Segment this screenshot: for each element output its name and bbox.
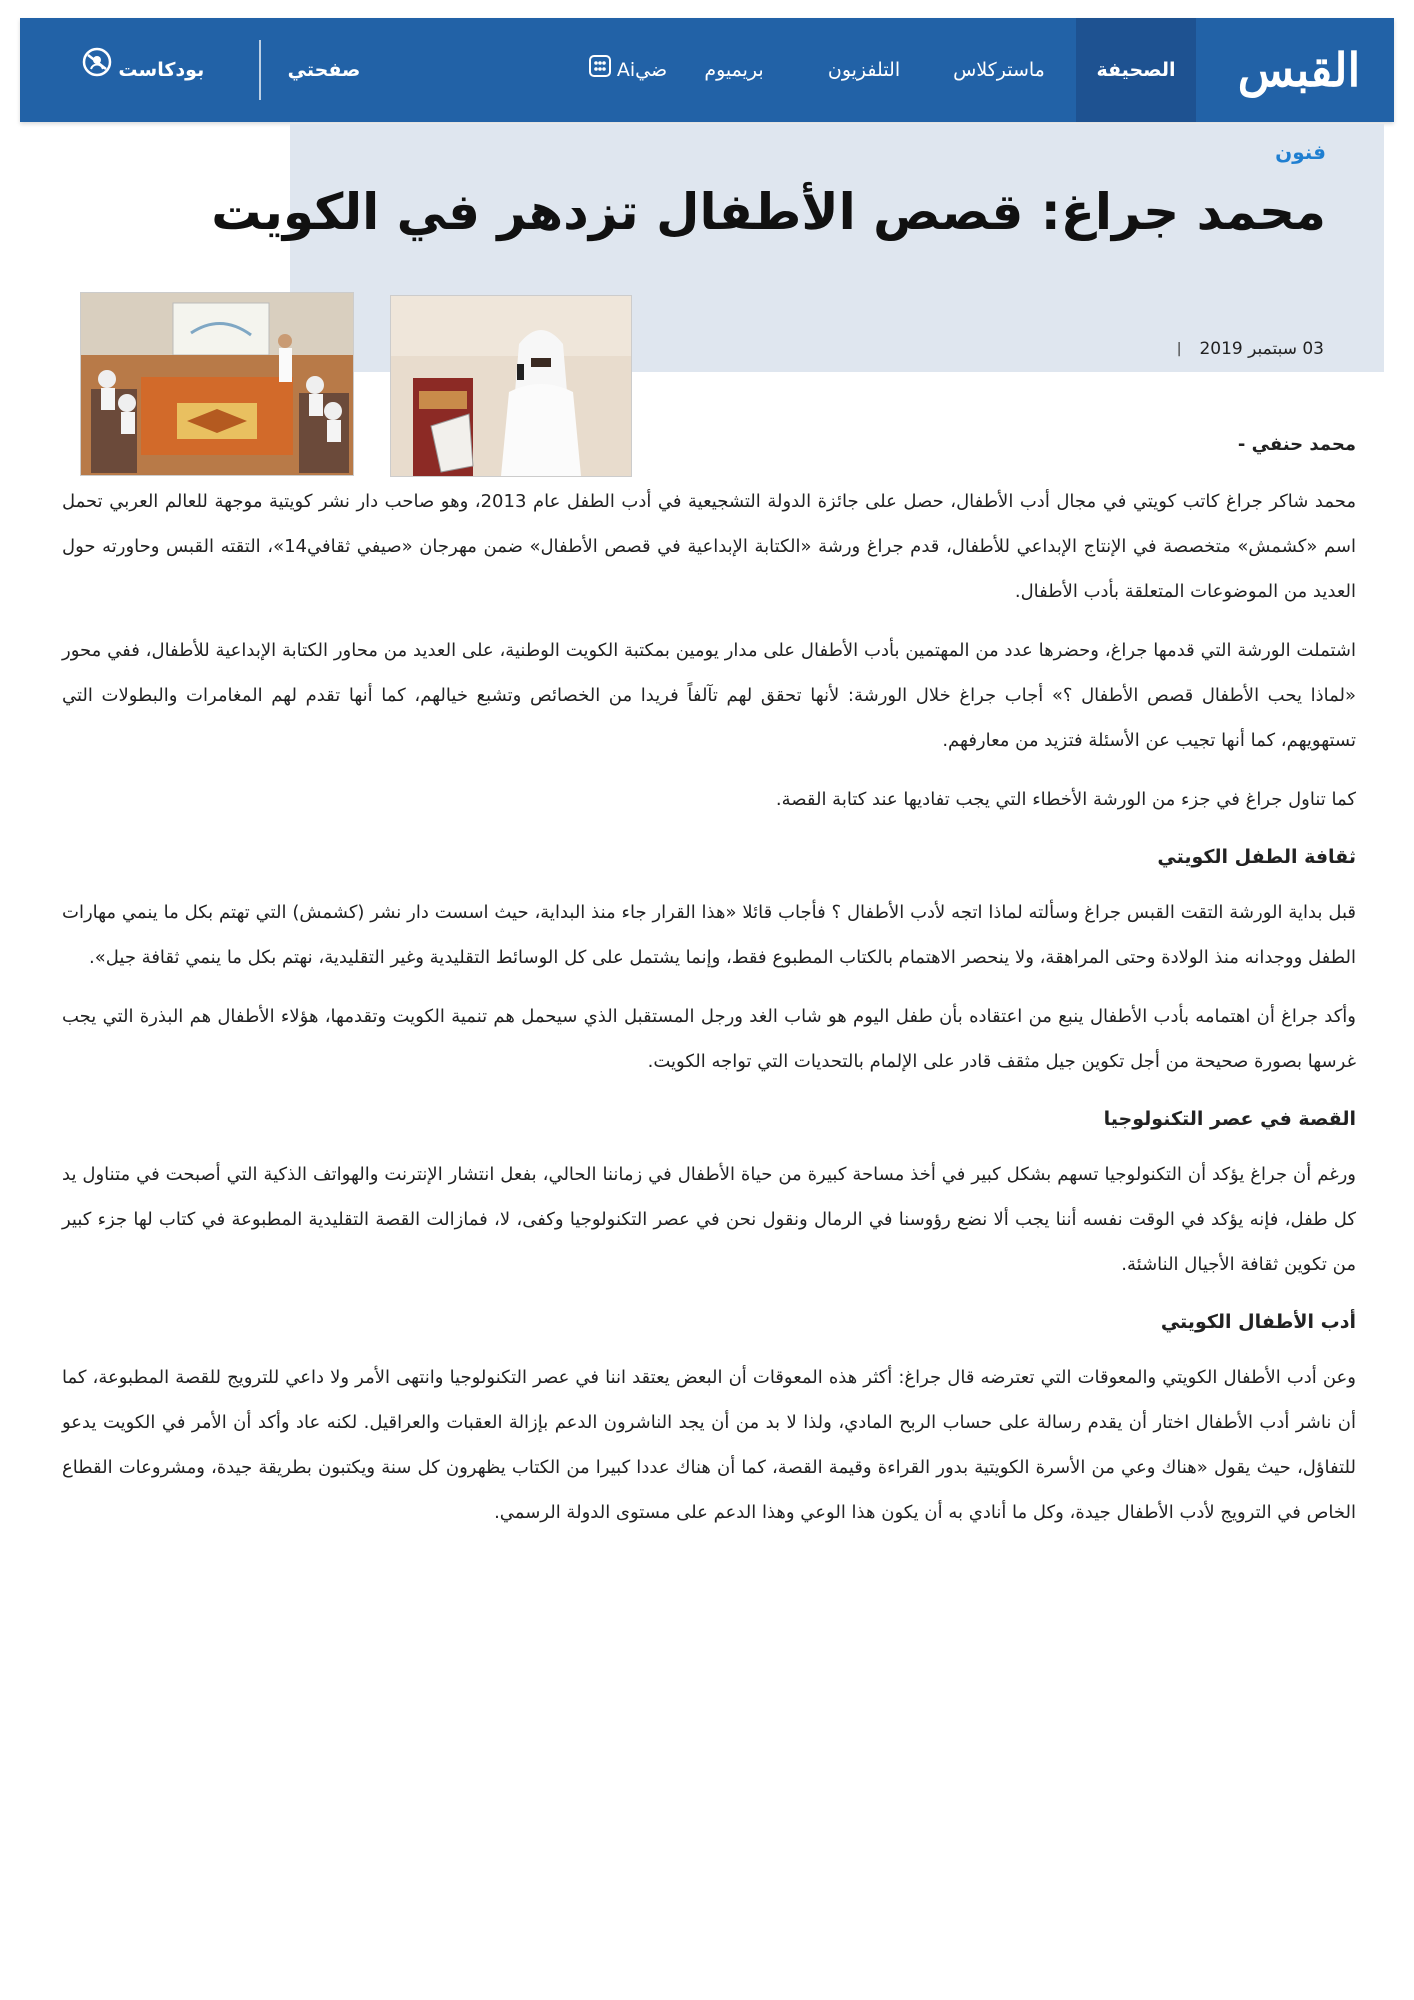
site-logo[interactable]: القبس: [1237, 43, 1361, 97]
article-paragraph: اشتملت الورشة التي قدمها جراغ، وحضرها عدد من المهتمين بأدب الأطفال على مدار يومين بمكتبة الكويت الوطنية، على العديد من محاور الكتابة الإبداعية للأطفال، ففي محور «لماذا يحب الأطفال قصص الأطفال ؟» أجاب جراغ خلال الورشة: لأنها تحقق لهم تآلفاً فريدا من الخصائص وتشبع خيالهم، كما أنها تقدم لهم المغامرات والبطولات التي تستهويهم، كما أنها تجيب عن الأسئلة فتزيد من معارفهم.: [62, 640, 1356, 751]
article-headline: محمد جراغ: قصص الأطفال تزدهر في الكويت: [211, 183, 1326, 241]
nav-item-masterclass[interactable]: ماستركلاس: [953, 59, 1045, 81]
article-meta: [1177, 339, 1324, 359]
section-heading: ثقافة الطفل الكويتي: [1157, 846, 1356, 868]
meta-separator: |: [1176, 341, 1182, 357]
nav-item-newspaper[interactable]: الصحيفة: [1076, 18, 1196, 122]
ai-grid-icon: [589, 19, 611, 123]
section-heading: أدب الأطفال الكويتي: [1160, 1311, 1356, 1333]
publish-date: 03 سبتمبر 2019: [1199, 339, 1324, 359]
section-label[interactable]: فنون: [1275, 140, 1326, 164]
article-body: [62, 434, 1356, 1549]
section-heading: القصة في عصر التكنولوجيا: [1103, 1108, 1356, 1130]
article-paragraph: محمد شاكر جراغ كاتب كويتي في مجال أدب الأطفال، حصل على جائزة الدولة التشجيعية في أدب الطفل عام 2013، وهو صاحب دار نشر كويتية موجهة للعالم العربي تحمل اسم «كشمش» متخصصة في الإنتاج الإبداعي للأطفال، قدم جراغ ورشة «الكتابة الإبداعية في قصص الأطفال» ضمن مهرجان «صيفي ثقافي14»، التقته القبس وحاورته حول العديد من الموضوعات المتعلقة بأدب الأطفال.: [62, 491, 1357, 602]
nav-separator: [259, 40, 261, 100]
article-paragraph: ورغم أن جراغ يؤكد أن التكنولوجيا تسهم بشكل كبير في أخذ مساحة كبيرة من حياة الأطفال في زماننا الحالي، بفعل انتشار الإنترنت والهواتف الذكية التي أصبحت في متناول يد كل طفل، فإنه يؤكد في الوقت نفسه أننا يجب ألا نضع رؤوسنا في الرمال ونقول نحن في عصر التكنولوجيا وكفى، لا، فمازالت القصة التقليدية المطبوعة في كتاب لها جزء كبير من تكوين ثقافة الأجيال الناشئة.: [62, 1164, 1356, 1275]
article-paragraph: قبل بداية الورشة التقت القبس جراغ وسألته لماذا اتجه لأدب الأطفال ؟ فأجاب قائلا «هذا القرار جاء منذ البداية، حيث اسست دار نشر (كشمش) التي تهتم بكل ما ينمي مهارات الطفل ووجدانه منذ الولادة وحتى المراهقة، ولا ينحصر الاهتمام بالكتاب المطبوع فقط، وإنما يشتمل على كل الوسائط التقليدية وغير التقليدية، نهتم بكل ما ينمي ثقافة جيل».: [62, 902, 1356, 968]
podcast-label: بودكاست: [118, 59, 205, 81]
author-byline: محمد حنفي -: [1237, 434, 1356, 455]
podcast-icon: [82, 19, 112, 123]
nav-item-ai[interactable]: [569, 18, 679, 122]
podcast-link[interactable]: [59, 18, 219, 122]
nav-item-tv[interactable]: التلفزيون: [827, 59, 901, 81]
top-navbar: [20, 18, 1394, 122]
article-paragraph: كما تناول جراغ في جزء من الورشة الأخطاء التي يجب تفاديها عند كتابة القصة.: [775, 789, 1356, 810]
article-paragraph: وعن أدب الأطفال الكويتي والمعوقات التي تعترضه قال جراغ: أكثر هذه المعوقات أن البعض يعتقد اننا في عصر التكنولوجيا وانتهى الأمر ولا داعي للترويج للقصة المطبوعة، كما أن ناشر أدب الأطفال اختار أن يقدم رسالة على حساب الربح المادي، ولذا لا بد من أن يجد الناشرون الدعم بإزالة العقبات والعراقيل. لكنه عاد وأكد أن الأمر في الكويت يدعو للتفاؤل، حيث يقول «هناك وعي من الأسرة الكويتية بدور القراءة وقيمة القصة، كما أن هناك عددا كبيرا من الكتاب يظهرون كل سنة ويكتبون بطريقة جيدة، ومشروعات القطاع الخاص في الترويج لأدب الأطفال جيدة، وكل ما أنادي به أن يكون هذا الوعي وهذا الدعم على مستوى الدولة الرسمي.: [62, 1367, 1356, 1523]
my-page-link[interactable]: صفحتي: [287, 59, 361, 81]
ai-label: ضيAi: [616, 59, 668, 81]
nav-item-premium[interactable]: بريميوم: [704, 59, 764, 81]
article-paragraph: وأكد جراغ أن اهتمامه بأدب الأطفال ينبع من اعتقاده بأن طفل اليوم هو شاب الغد ورجل المستقبل الذي سيحمل هم تنمية الكويت وتقدمها، هؤلاء الأطفال هم البذرة التي يجب غرسها بصورة صحيحة من أجل تكوين جيل مثقف قادر على الإلمام بالتحديات التي تواجه الكويت.: [62, 1006, 1356, 1072]
